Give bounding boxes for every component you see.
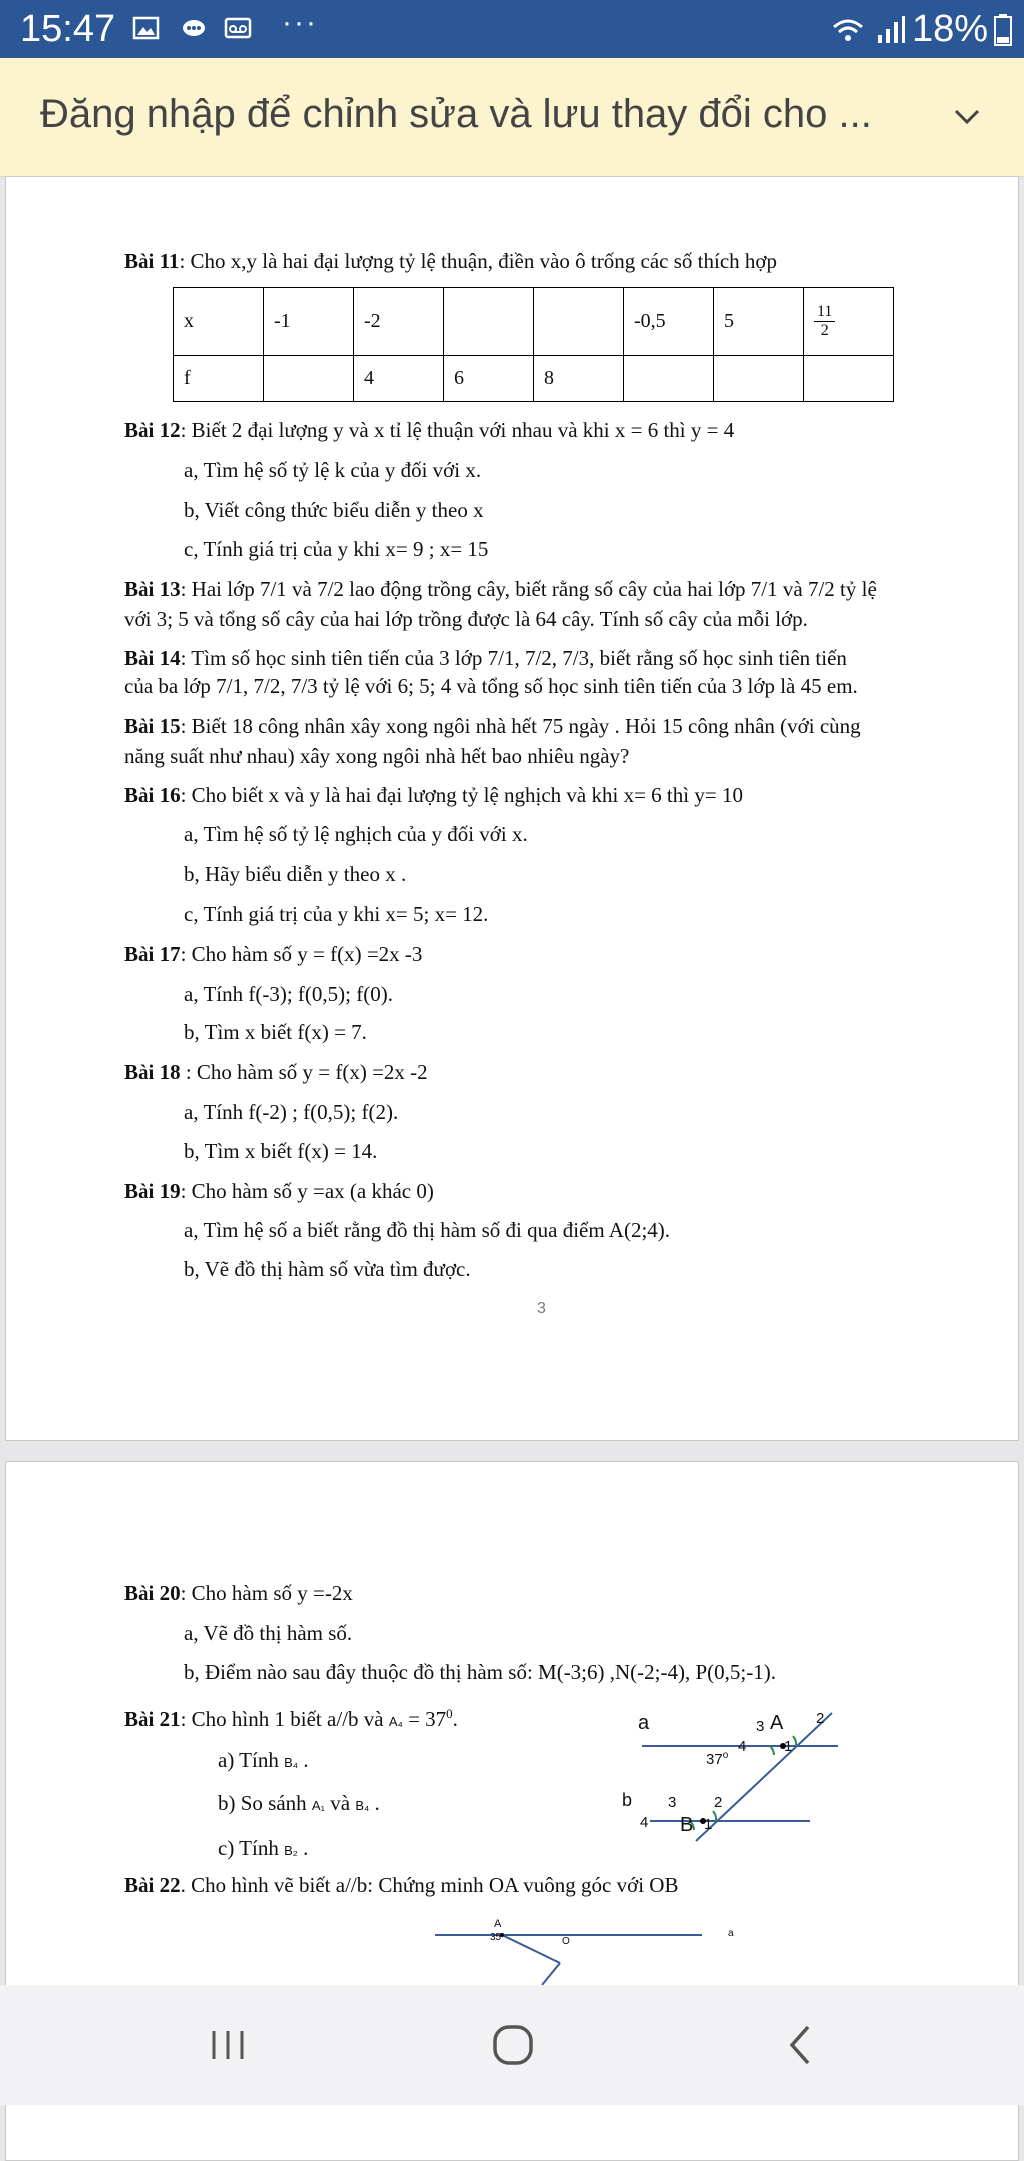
bai21-b-end: .	[369, 1791, 380, 1815]
fig-label: a	[638, 1712, 650, 1734]
bai17-text: : Cho hàm số y = f(x) =2x -3	[180, 942, 423, 966]
table-cell	[624, 356, 714, 402]
bai16-a: a, Tìm hệ số tỷ lệ nghịch của y đối với x.	[184, 822, 528, 846]
bai18-b: b, Tìm x biết f(x) = 14.	[184, 1139, 378, 1163]
table-cell	[714, 356, 804, 402]
bai21-c	[218, 1835, 308, 1864]
bai21-label: Bài 21	[124, 1707, 181, 1731]
messenger-icon	[180, 16, 208, 40]
table-cell: 5	[714, 288, 804, 356]
chevron-down-icon[interactable]	[950, 100, 984, 134]
bai17-heading	[124, 941, 422, 967]
fig-label: 4	[738, 1738, 747, 1755]
table-cell: -0,5	[624, 288, 714, 356]
bai22-heading	[124, 1872, 678, 1898]
voicemail-icon	[224, 16, 252, 40]
bai12-b: b, Viết công thức biểu diễn y theo x	[184, 498, 484, 522]
bai11-label: Bài 11	[124, 249, 180, 273]
login-banner-text[interactable]: Đăng nhập để chỉnh sửa và lưu thay đổi cho ...	[40, 92, 872, 136]
table-cell	[534, 288, 624, 356]
bai13-text: : Hai lớp 7/1 và 7/2 lao động trồng cây, biết rằng số cây của hai lớp 7/1 và 7/2 tỷ lệ	[180, 577, 877, 601]
navigation-bar	[0, 1985, 1024, 2105]
status-right	[830, 8, 1012, 51]
bai16-text: : Cho biết x và y là hai đại lượng tỷ lệ nghịch và khi x= 6 thì y= 10	[180, 783, 743, 807]
battery-icon	[994, 14, 1012, 46]
table-row-x	[174, 288, 894, 356]
bai19-a: a, Tìm hệ số a biết rằng đồ thị hàm số đi qua điểm A(2;4).	[184, 1218, 671, 1242]
bai12-c: c, Tính giá trị của y khi x= 9 ; x= 15	[184, 537, 489, 561]
bai22-figure	[430, 1915, 750, 1985]
table-cell: -2	[354, 288, 444, 356]
fig-label: 2	[714, 1794, 723, 1811]
bai13-line1	[124, 576, 877, 602]
bai12-text: : Biết 2 đại lượng y và x tỉ lệ thuận với nhau và khi x = 6 thì y = 4	[180, 418, 735, 442]
fig-label: 1	[704, 1816, 713, 1833]
signal-icon	[876, 15, 906, 45]
bai11-table	[173, 287, 894, 402]
fig-label: O	[562, 1936, 570, 1947]
bai17-a: a, Tính f(-3); f(0,5); f(0).	[184, 982, 393, 1006]
bai16-b: b, Hãy biểu diễn y theo x .	[184, 862, 407, 886]
bai20-b: b, Điểm nào sau đây thuộc đồ thị hàm số: M(-3;6) ,N(-2;-4), P(0,5;-1).	[184, 1660, 776, 1684]
fig-angle-value: 37	[706, 1751, 723, 1768]
bai12-heading	[124, 417, 734, 443]
bai15-text: : Biết 18 công nhân xây xong ngôi nhà hết 75 ngày . Hỏi 15 công nhân (với cùng	[180, 714, 861, 738]
table-cell	[444, 288, 534, 356]
fig-label: 2	[816, 1710, 825, 1727]
table-cell: 6	[444, 356, 534, 402]
bai21-heading	[124, 1701, 458, 1735]
bai18-label: Bài 18	[124, 1060, 181, 1084]
bai20-label: Bài 20	[124, 1581, 181, 1605]
math-symbol: B₄	[355, 1798, 370, 1813]
page-number: 3	[537, 1300, 546, 1317]
bai17-label: Bài 17	[124, 942, 181, 966]
bai15-label: Bài 15	[124, 714, 181, 738]
fig-degree: o	[722, 1750, 729, 1761]
bai16-heading	[124, 782, 743, 808]
fig-label: 3	[668, 1794, 677, 1811]
fig-label: 3	[756, 1718, 765, 1735]
table-cell	[264, 356, 354, 402]
fraction-numerator: 11	[814, 303, 835, 322]
bai21-c-text: c) Tính	[218, 1836, 285, 1860]
status-time: 15:47	[20, 8, 116, 50]
bai21-eq: = 37	[402, 1707, 447, 1731]
table-cell	[804, 356, 894, 402]
bai19-heading	[124, 1178, 434, 1204]
bai21-a-text: a) Tính	[218, 1748, 285, 1772]
bai21-text: : Cho hình 1 biết a//b và	[180, 1707, 389, 1731]
fraction	[814, 303, 835, 340]
bai21-b-mid: và	[324, 1791, 356, 1815]
fig-angle-label: 35	[490, 1932, 502, 1943]
more-notifications-icon: ···	[282, 6, 318, 39]
bai21-b-text: b) So sánh	[218, 1791, 312, 1815]
table-row-f	[174, 356, 894, 402]
bai12-label: Bài 12	[124, 418, 181, 442]
bai14-line1	[124, 645, 847, 671]
bai17-b: b, Tìm x biết f(x) = 7.	[184, 1020, 367, 1044]
math-symbol: A₁	[311, 1798, 325, 1813]
bai11-heading	[124, 248, 777, 274]
fig-angle-label	[706, 1750, 728, 1768]
bai22-label: Bài 22	[124, 1873, 181, 1897]
bai19-b: b, Vẽ đồ thị hàm số vừa tìm được.	[184, 1257, 471, 1281]
bai21-c-end: .	[297, 1836, 309, 1860]
bai21-a	[218, 1747, 309, 1776]
bai12-a: a, Tìm hệ số tỷ lệ k của y đối với x.	[184, 458, 482, 482]
login-banner[interactable]	[0, 58, 1024, 177]
bai18-text: : Cho hàm số y = f(x) =2x -2	[180, 1060, 428, 1084]
bai13-label: Bài 13	[124, 577, 181, 601]
bai21-end: .	[452, 1707, 458, 1731]
fig-label: A	[494, 1918, 502, 1930]
bai15-line2: năng suất như nhau) xây xong ngôi nhà hết bao nhiêu ngày?	[124, 744, 630, 768]
table-cell-fraction	[804, 288, 894, 356]
wifi-icon	[830, 15, 870, 45]
fig-label: A	[770, 1712, 784, 1734]
status-bar	[0, 0, 1024, 58]
table-cell: f	[174, 356, 264, 402]
math-symbol: A₄	[388, 1714, 403, 1729]
home-icon[interactable]	[483, 2015, 543, 2075]
fig-label: b	[622, 1790, 633, 1810]
bai15-line1	[124, 713, 861, 739]
bai14-text: : Tìm số học sinh tiên tiến của 3 lớp 7/1, 7/2, 7/3, biết rằng số học sinh tiên tiến	[180, 646, 847, 670]
table-cell: 8	[534, 356, 624, 402]
recent-apps-icon[interactable]	[198, 2015, 258, 2075]
fraction-denominator: 2	[820, 322, 829, 339]
bai14-line2: của ba lớp 7/1, 7/2, 7/3 tỷ lệ với 6; 5; 4 và tổng số học sinh tiên tiến của 3 lớp là 45 em.	[124, 674, 858, 698]
fig-label: 1	[784, 1738, 793, 1755]
math-symbol: B₄	[284, 1755, 299, 1770]
bai16-label: Bài 16	[124, 783, 181, 807]
math-symbol: B₂	[284, 1843, 298, 1858]
bai22-text: . Cho hình vẽ biết a//b: Chứng minh OA vuông góc với OB	[180, 1873, 679, 1897]
bai21-b	[218, 1790, 380, 1819]
bai11-text: : Cho x,y là hai đại lượng tỷ lệ thuận, điền vào ô trống các số thích hợp	[179, 249, 777, 273]
battery-percent: 18%	[911, 8, 988, 50]
fig-label: 4	[640, 1814, 649, 1831]
fig-label: a	[728, 1928, 734, 1939]
bai19-text: : Cho hàm số y =ax (a khác 0)	[180, 1179, 434, 1203]
table-cell: x	[174, 288, 264, 356]
bai13-line2: với 3; 5 và tổng số cây của hai lớp trồng được là 64 cây. Tính số cây của mỗi lớp.	[124, 607, 808, 631]
bai20-text: : Cho hàm số y =-2x	[180, 1581, 353, 1605]
bai18-a: a, Tính f(-2) ; f(0,5); f(2).	[184, 1100, 399, 1124]
table-cell: 4	[354, 356, 444, 402]
bai21-a-end: .	[298, 1748, 309, 1772]
fig-label: B	[680, 1814, 694, 1836]
bai19-label: Bài 19	[124, 1179, 181, 1203]
bai14-label: Bài 14	[124, 646, 181, 670]
back-icon[interactable]	[770, 2015, 830, 2075]
gallery-icon	[132, 16, 160, 40]
bai18-heading	[124, 1059, 428, 1085]
bai20-heading	[124, 1580, 353, 1606]
bai21-sup: 0	[446, 1706, 453, 1721]
table-cell: -1	[264, 288, 354, 356]
bai16-c: c, Tính giá trị của y khi x= 5; x= 12.	[184, 902, 489, 926]
bai20-a: a, Vẽ đồ thị hàm số.	[184, 1621, 353, 1645]
